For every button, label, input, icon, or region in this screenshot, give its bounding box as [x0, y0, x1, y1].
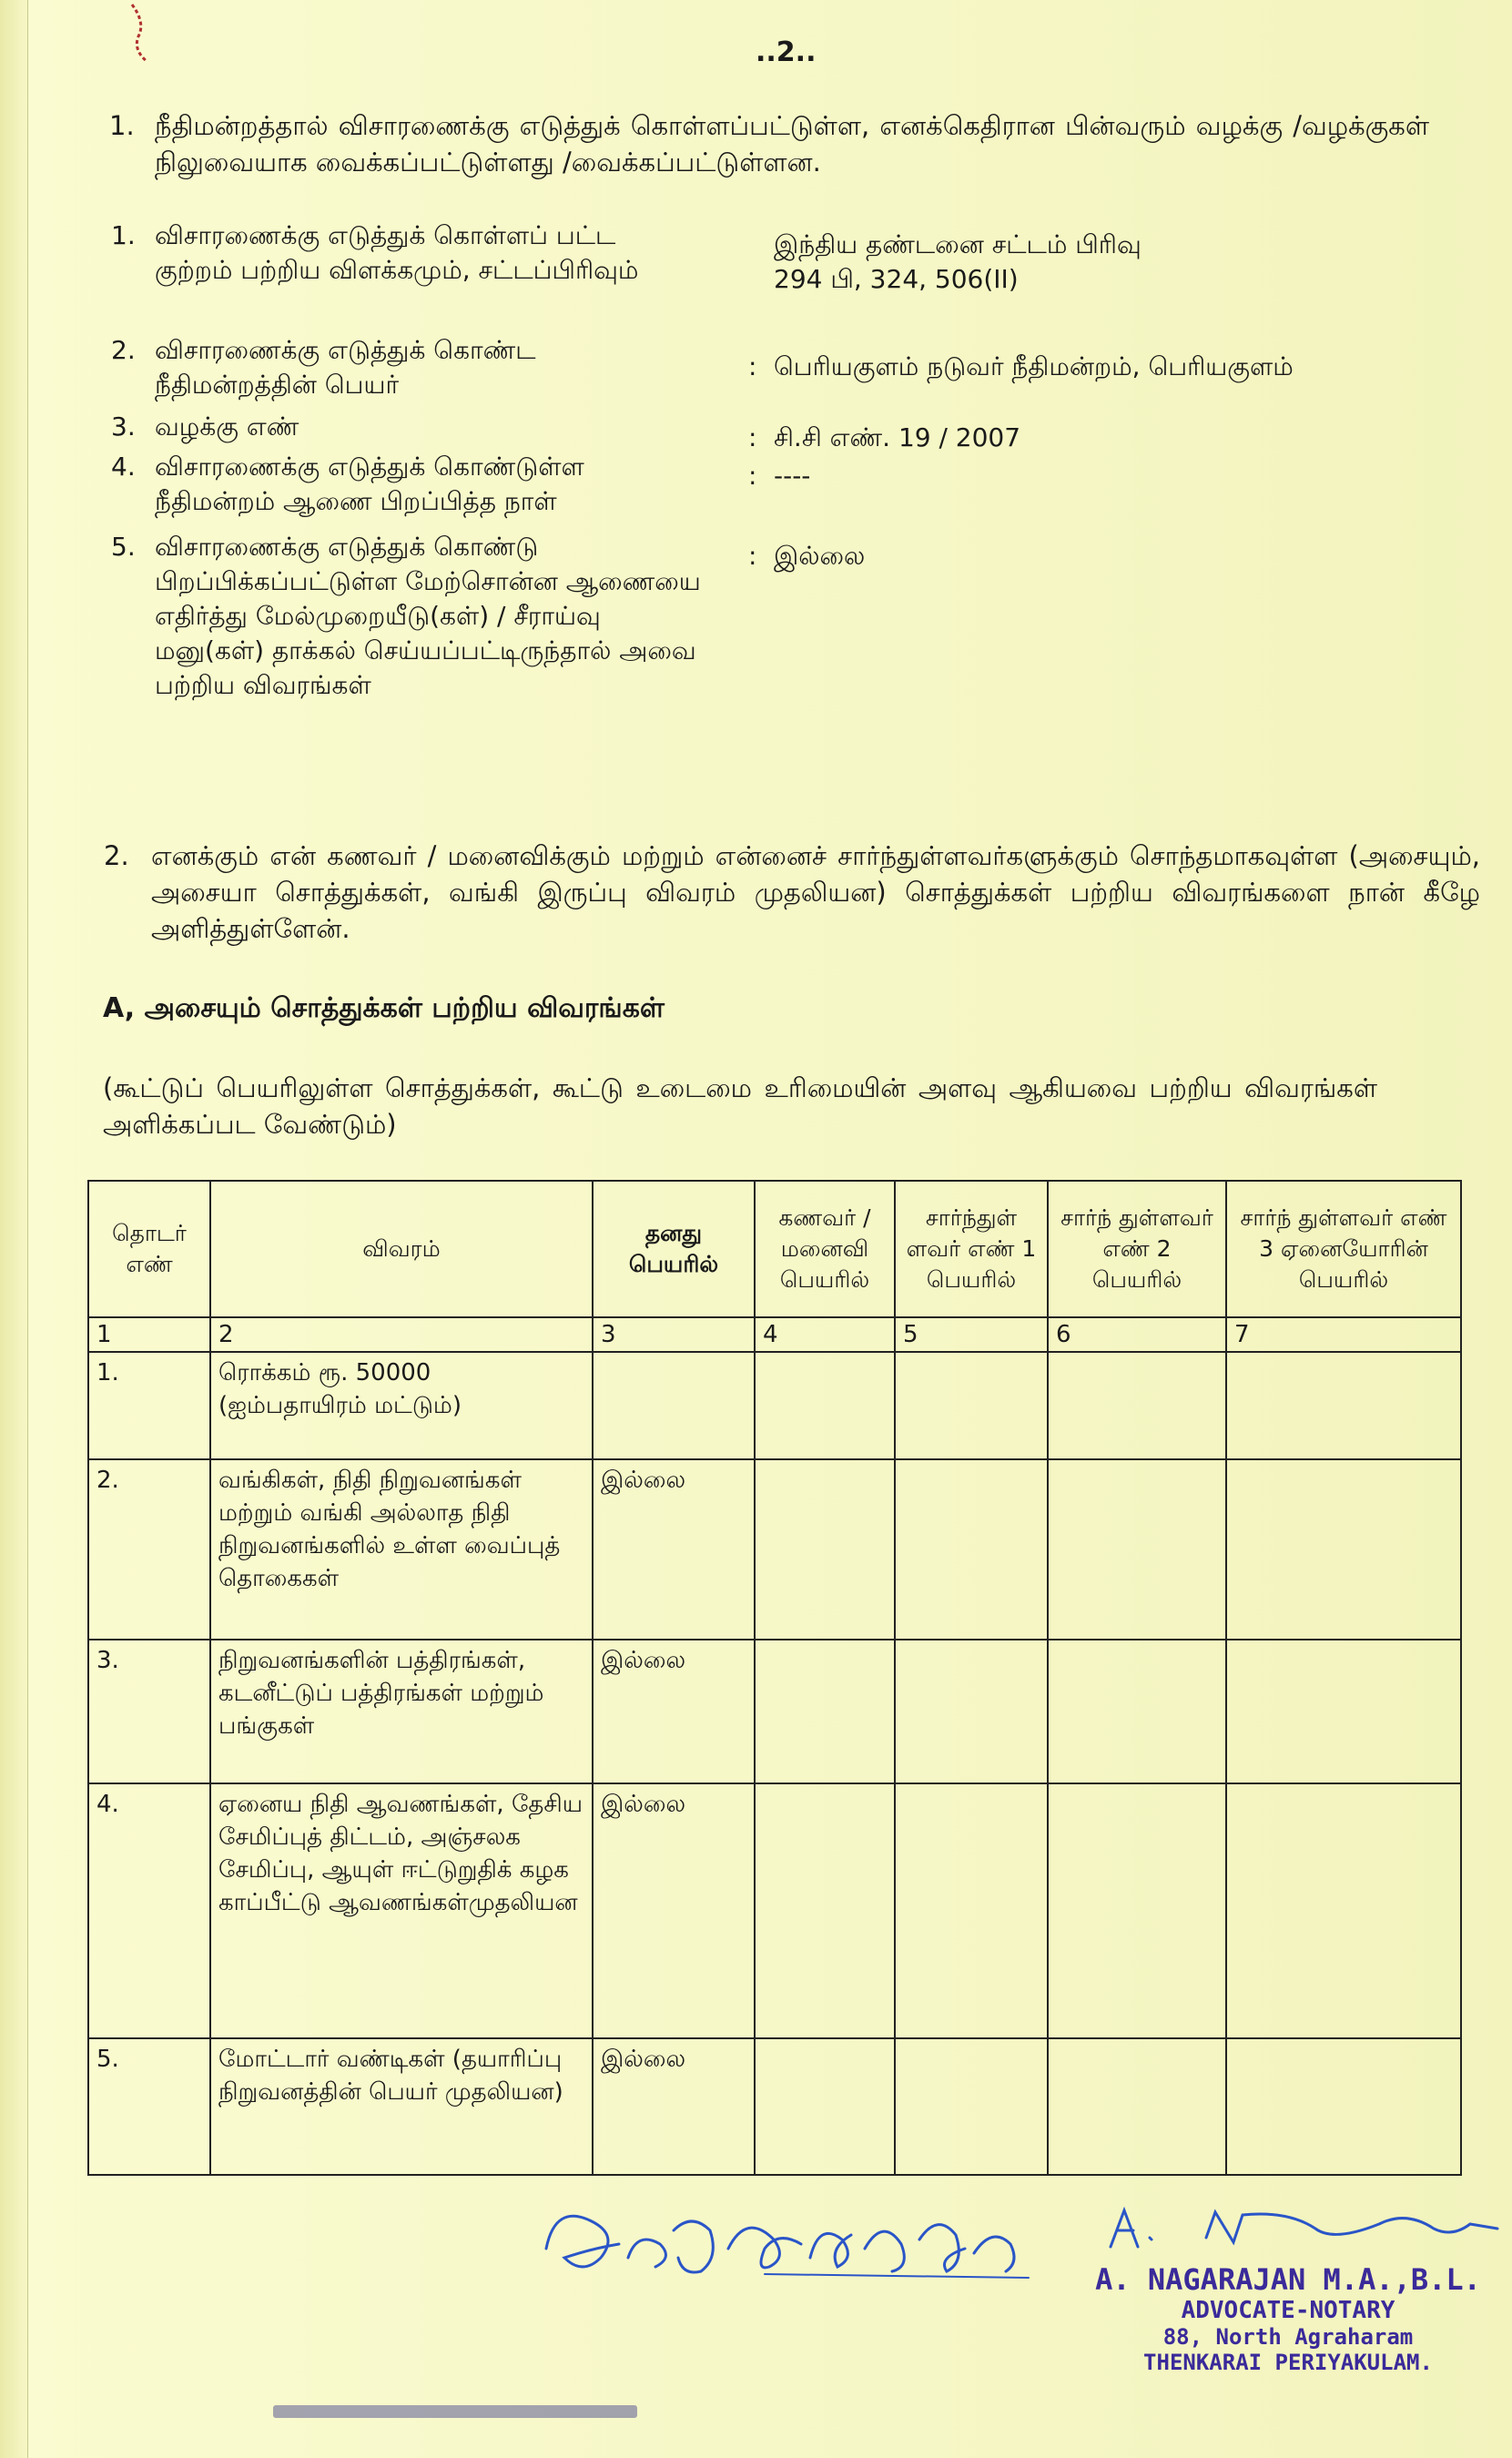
dependent1-value	[895, 1352, 1048, 1459]
table-header-row	[88, 1181, 1461, 1317]
stamp-name: A. NAGARAJAN M.A.,B.L.	[1095, 2262, 1481, 2297]
spouse-value	[755, 2038, 895, 2175]
column-number: 4	[755, 1317, 895, 1352]
dependent2-value	[1048, 1459, 1226, 1640]
dependent3-value	[1226, 1459, 1461, 1640]
dependent3-value	[1226, 1783, 1461, 2038]
self-value: இல்லை	[593, 1640, 755, 1783]
column-number: 2	[210, 1317, 593, 1352]
section2-number: 2.	[104, 840, 129, 871]
stamp-title: ADVOCATE-NOTARY	[1181, 2297, 1395, 2324]
column-header: தொடர் எண்	[88, 1181, 210, 1317]
asset-description: வங்கிகள், நிதி நிறுவனங்கள் மற்றும் வங்கி அல்லாத நிதி நிறுவனங்களில் உள்ள வைப்புத் தொகைகள்	[210, 1459, 593, 1640]
asset-description: ஏனைய நிதி ஆவணங்கள், தேசிய சேமிப்புத் திட்டம், அஞ்சலக சேமிப்பு, ஆயுள் ஈட்டுறுதிக் கழக காப்பீட்டு ஆவணங்கள்முதலியன	[210, 1783, 593, 2038]
stamp-address: 88, North Agraharam	[1162, 2324, 1414, 2350]
dependent3-value	[1226, 1640, 1461, 1783]
serial-number: 5.	[88, 2038, 210, 2175]
dependent1-value	[895, 1640, 1048, 1783]
serial-number: 2.	[88, 1459, 210, 1640]
case-item-value: பெரியகுளம் நடுவர் நீதிமன்றம், பெரியகுளம்	[774, 351, 1294, 381]
dependent2-value	[1048, 1640, 1226, 1783]
case-item-label: விசாரணைக்கு எடுத்துக் கொண்டுள்ள நீதிமன்றம் ஆணை பிறப்பித்த நாள்	[155, 452, 584, 516]
case-item-value: இந்திய தண்டனை சட்டம் பிரிவு 294 பி, 324, 506(II)	[774, 229, 1142, 294]
case-item-label: வழக்கு எண்	[155, 411, 299, 442]
self-value	[593, 1352, 755, 1459]
case-item-colon: :	[748, 351, 757, 381]
page-edge	[0, 0, 28, 2458]
spouse-value	[755, 1352, 895, 1459]
serial-number: 1.	[88, 1352, 210, 1459]
asset-description: மோட்டார் வண்டிகள் (தயாரிப்பு நிறுவனத்தின் பெயர் முதலியன)	[210, 2038, 593, 2175]
dependent3-value	[1226, 2038, 1461, 2175]
candidate-signature	[537, 2194, 1047, 2285]
self-value: இல்லை	[593, 1783, 755, 2038]
case-item-label: விசாரணைக்கு எடுத்துக் கொண்டு பிறப்பிக்கப்பட்டுள்ள மேற்சொன்ன ஆணையை எதிர்த்து மேல்முறையீடு(கள்) / சீராய்வு மனு(கள்) தாக்கல் செய்யப்பட்டிருந்தால் அவை பற்றிய விவரங்கள்	[155, 532, 701, 700]
column-header: கணவர் /மனைவி பெயரில்	[755, 1181, 895, 1317]
case-item-colon: :	[748, 422, 757, 452]
asset-description: நிறுவனங்களின் பத்திரங்கள், கடனீட்டுப் பத்திரங்கள் மற்றும் பங்குகள்	[210, 1640, 593, 1783]
case-item-label: விசாரணைக்கு எடுத்துக் கொள்ளப் பட்ட குற்றம் பற்றிய விளக்கமும், சட்டப்பிரிவும்	[155, 220, 639, 285]
case-item-number: 5.	[111, 532, 136, 562]
column-header: விவரம்	[210, 1181, 593, 1317]
dependent2-value	[1048, 1783, 1226, 2038]
column-header: சார்ந் துள்ளவர் எண் 2 பெயரில்	[1048, 1181, 1226, 1317]
section1-text: நீதிமன்றத்தால் விசாரணைக்கு எடுத்துக் கொள்ளப்பட்டுள்ள, எனக்கெதிரான பின்வரும் வழக்கு /வழக்குகள் நிலுவையாக வைக்கப்பட்டுள்ளது /வைக்கப்பட்டுள்ளன.	[155, 110, 1429, 178]
column-number: 5	[895, 1317, 1048, 1352]
case-item-value: சி.சி எண். 19 / 2007	[774, 422, 1021, 452]
asset-description: ரொக்கம் ரூ. 50000 (ஐம்பதாயிரம் மட்டும்)	[210, 1352, 593, 1459]
spouse-value	[755, 1640, 895, 1783]
column-number-row	[88, 1317, 1461, 1352]
table-row	[88, 1352, 1461, 1459]
spouse-value	[755, 1459, 895, 1640]
stamp-place: THENKARAI PERIYAKULAM.	[1143, 2350, 1433, 2375]
column-header: சார்ந் துள்ளவர் எண் 3 ஏனையோரின் பெயரில்	[1226, 1181, 1461, 1317]
dependent1-value	[895, 1783, 1048, 2038]
section1-number: 1.	[109, 110, 135, 141]
dependent2-value	[1048, 1352, 1226, 1459]
table-row	[88, 1459, 1461, 1640]
table-row	[88, 1783, 1461, 2038]
case-item-number: 3.	[111, 411, 136, 442]
dependent1-value	[895, 1459, 1048, 1640]
column-number: 6	[1048, 1317, 1226, 1352]
case-item-value: இல்லை	[774, 541, 866, 571]
case-item-number: 4.	[111, 452, 136, 482]
case-item-value: ----	[774, 461, 811, 491]
table-row	[88, 2038, 1461, 2175]
joint-ownership-note: (கூட்டுப் பெயரிலுள்ள சொத்துக்கள், கூட்டு உடைமை உரிமையின் அளவு ஆகியவை பற்றிய விவரங்கள் அளிக்கப்பட வேண்டும்)	[103, 1072, 1377, 1140]
case-item-colon: :	[748, 541, 757, 571]
movable-assets-table	[87, 1180, 1462, 2176]
binding-thread	[127, 0, 164, 64]
case-item-number: 1.	[111, 220, 136, 250]
dependent3-value	[1226, 1352, 1461, 1459]
notary-signature	[1106, 2201, 1507, 2256]
column-header: சார்ந்துள் ளவர் எண் 1 பெயரில்	[895, 1181, 1048, 1317]
spouse-value	[755, 1783, 895, 2038]
serial-number: 4.	[88, 1783, 210, 2038]
page-number: ..2..	[756, 36, 817, 68]
self-value: இல்லை	[593, 1459, 755, 1640]
case-item-colon: :	[748, 461, 757, 491]
column-number: 3	[593, 1317, 755, 1352]
serial-number: 3.	[88, 1640, 210, 1783]
dependent2-value	[1048, 2038, 1226, 2175]
case-item-label: விசாரணைக்கு எடுத்துக் கொண்ட நீதிமன்றத்தின் பெயர்	[155, 335, 536, 400]
column-number: 7	[1226, 1317, 1461, 1352]
column-number: 1	[88, 1317, 210, 1352]
dependent1-value	[895, 2038, 1048, 2175]
table-row	[88, 1640, 1461, 1783]
case-item-number: 2.	[111, 335, 136, 365]
notary-stamp	[1079, 2262, 1497, 2375]
self-value: இல்லை	[593, 2038, 755, 2175]
stamp-bleed-mark	[273, 2405, 637, 2418]
column-header: தனது பெயரில்	[593, 1181, 755, 1317]
movable-assets-heading: A, அசையும் சொத்துக்கள் பற்றிய விவரங்கள்	[103, 992, 665, 1024]
section2-text: எனக்கும் என் கணவர் / மனைவிக்கும் மற்றும் என்னைச் சார்ந்துள்ளவர்களுக்கும் சொந்தமாகவுள்ள (அசையும், அசையா சொத்துக்கள், வங்கி இருப்பு விவரம் முதலியன) சொத்துக்கள் பற்றிய விவரங்களை நான் கீழே அளித்துள்ளேன்.	[151, 840, 1480, 944]
